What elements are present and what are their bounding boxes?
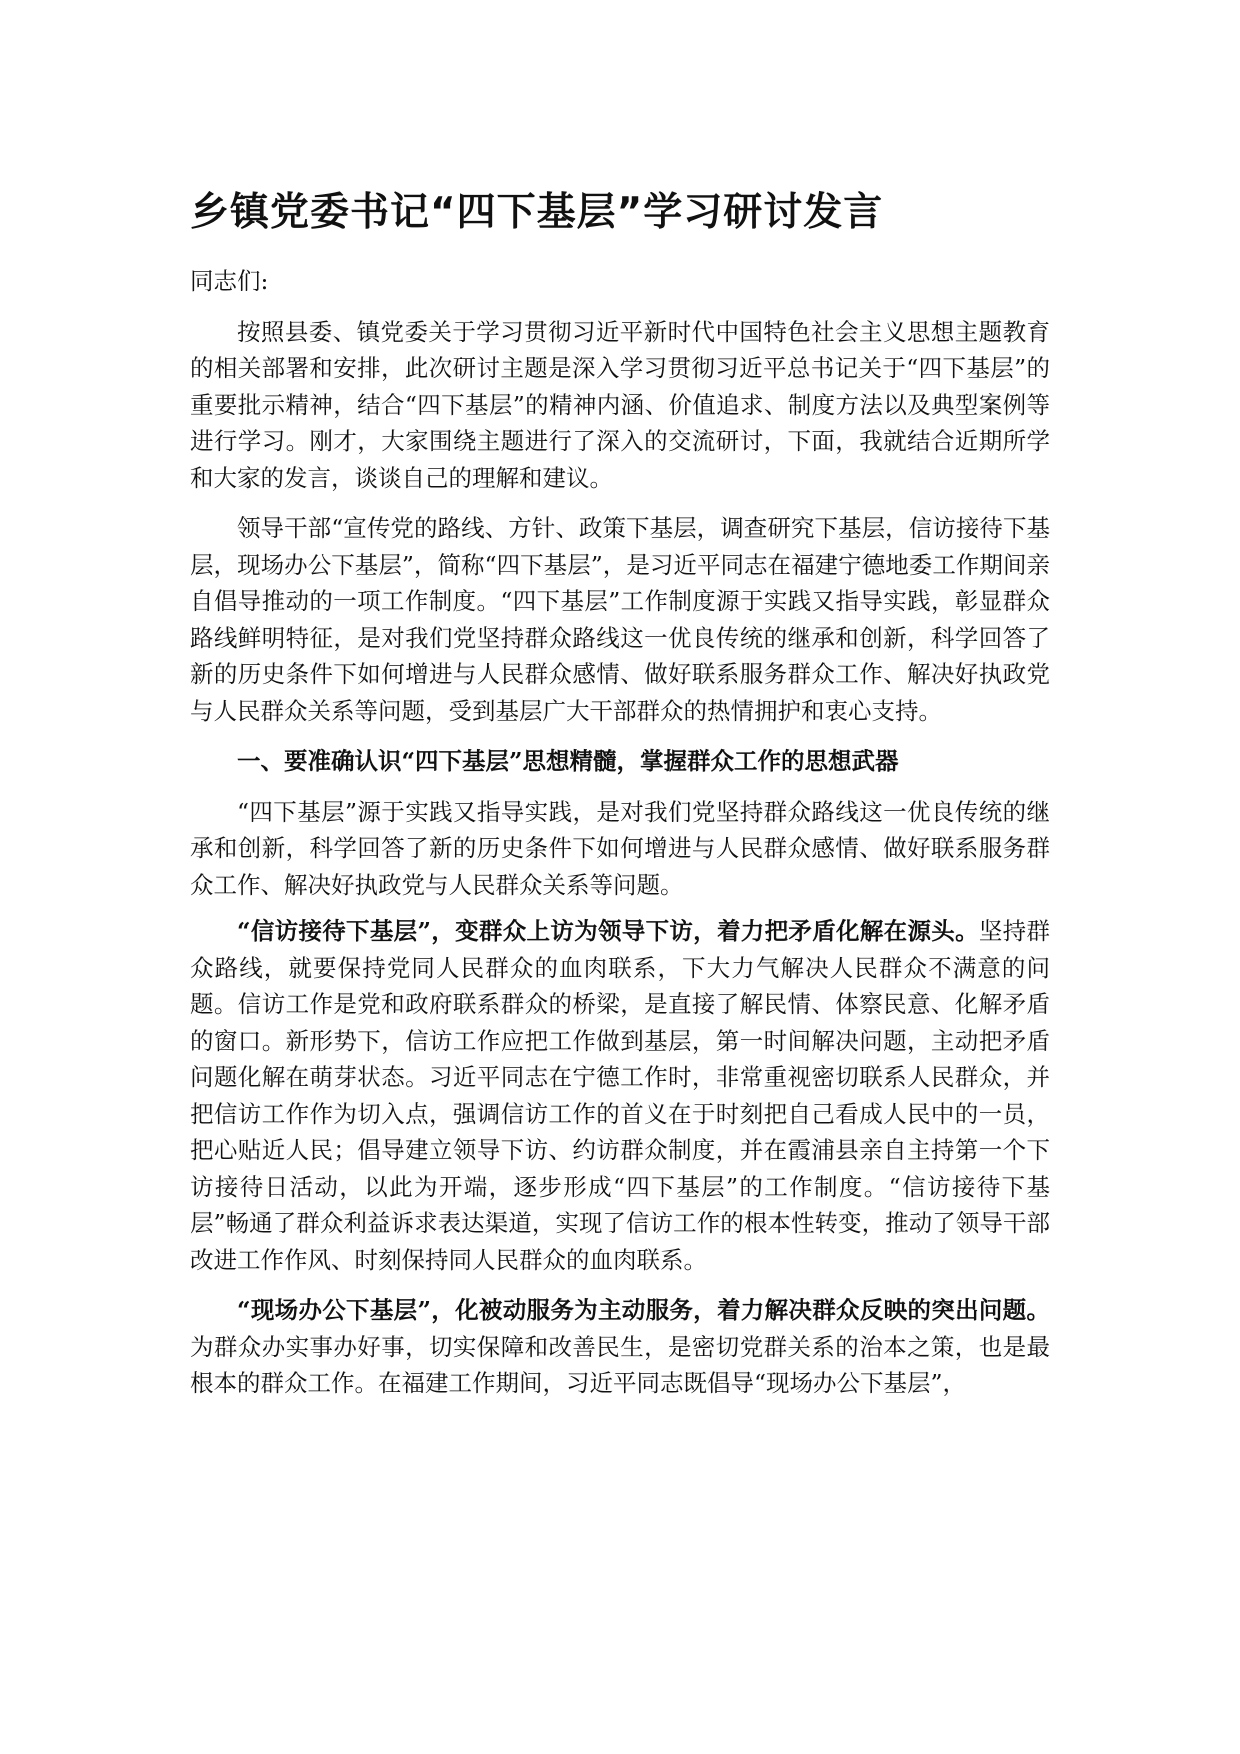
- petition-paragraph: [190, 913, 1050, 1278]
- petition-body: 坚持群众路线，就要保持党同人民群众的血肉联系，下大力气解决人民群众不满意的问题。信访工作是党和政府联系群众的桥梁，是直接了解民情、体察民意、化解矛盾的窗口。新形势下，信访工作应把工作做到基层，第一时间解决问题，主动把矛盾问题化解在萌芽状态。习近平同志在宁德工作时，非常重视密切联系人民群众，并把信访工作作为切入点，强调信访工作的首义在于时刻把自己看成人民中的一员，把心贴近人民；倡导建立领导下访、约访群众制度，并在霞浦县亲自主持第一个下访接待日活动，以此为开端，逐步形成“四下基层”的工作制度。“信访接待下基层”畅通了群众利益诉求表达渠道，实现了信访工作的根本性转变，推动了领导干部改进工作作风、时刻保持同人民群众的血肉联系。: [190, 917, 1050, 1274]
- intro-paragraph: 按照县委、镇党委关于学习贯彻习近平新时代中国特色社会主义思想主题教育的相关部署和安排，此次研讨主题是深入学习贯彻习近平总书记关于“四下基层”的重要批示精神，结合“四下基层”的精神内涵、价值追求、制度方法以及典型案例等进行学习。刚才，大家围绕主题进行了深入的交流研讨，下面，我就结合近期所学和大家的发言，谈谈自己的理解和建议。: [190, 317, 1050, 492]
- document-page: [190, 185, 1050, 1402]
- onsite-lead: “现场办公下基层”，化被动服务为主动服务，着力解决群众反映的突出问题。: [237, 1296, 1050, 1324]
- onsite-body: 为群众办实事办好事，切实保障和改善民生，是密切党群关系的治本之策，也是最根本的群众工作。在福建工作期间，习近平同志既倡导“现场办公下基层”，: [190, 1332, 1050, 1397]
- onsite-paragraph: [190, 1292, 1050, 1402]
- paragraph-four-grassroots: 领导干部“宣传党的路线、方针、政策下基层，调查研究下基层，信访接待下基层，现场办公下基层”，简称“四下基层”，是习近平同志在福建宁德地委工作期间亲自倡导推动的一项工作制度。“四下基层”工作制度源于实践又指导实践，彰显群众路线鲜明特征，是对我们党坚持群众路线这一优良传统的继承和创新，科学回答了新的历史条件下如何增进与人民群众感情、做好联系服务群众工作、解决好执政党与人民群众关系等问题，受到基层广大干部群众的热情拥护和衷心支持。: [190, 514, 1050, 725]
- petition-lead: “信访接待下基层”，变群众上访为领导下访，着力把矛盾化解在源头。: [237, 917, 979, 945]
- salutation: 同志们:: [190, 267, 269, 295]
- document-title: 乡镇党委书记“四下基层”学习研讨发言: [190, 190, 884, 235]
- section-1-heading: 一、要准确认识“四下基层”思想精髓，掌握群众工作的思想武器: [237, 747, 899, 775]
- section-1-body: “四下基层”源于实践又指导实践，是对我们党坚持群众路线这一优良传统的继承和创新，科学回答了新的历史条件下如何增进与人民群众感情、做好联系服务群众工作、解决好执政党与人民群众关系等问题。: [190, 797, 1050, 899]
